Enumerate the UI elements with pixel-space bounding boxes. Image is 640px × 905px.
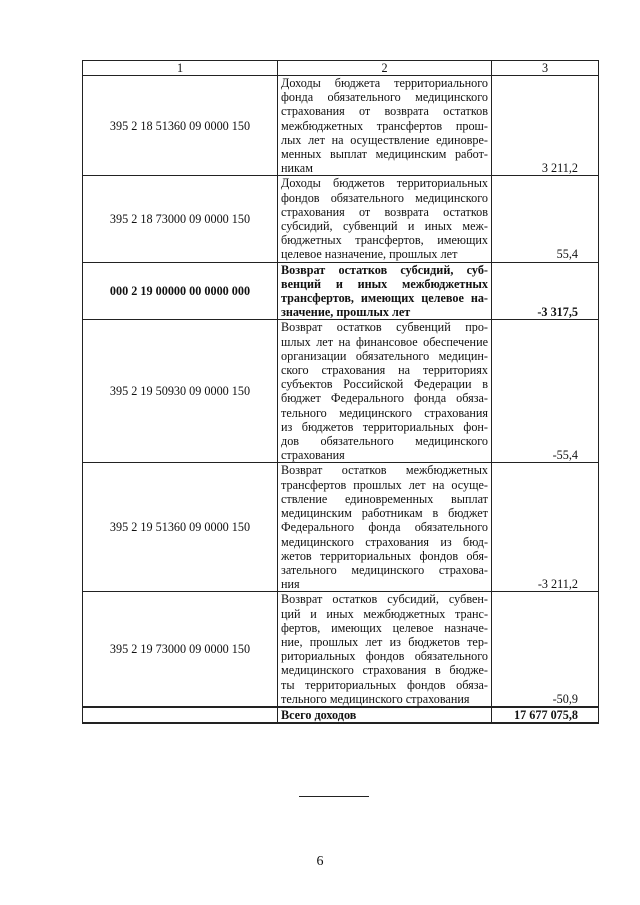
- description-line: субъектов Российской Федерации в: [281, 377, 488, 392]
- column-header-description: 2: [278, 61, 492, 76]
- revenue-description: [278, 320, 492, 463]
- column-header-amount: 3: [492, 61, 599, 76]
- description-line: тельного медицинского страхования: [281, 405, 488, 420]
- amount-value: -50,9: [492, 592, 599, 707]
- description-line: Возврат остатков субсидий, субвен-: [281, 592, 488, 607]
- description-line: бюджет Федерального фонда обяза-: [281, 391, 488, 406]
- description-line: медицинским работникам в бюджет: [281, 506, 488, 521]
- table-row: [83, 463, 599, 592]
- description-line: трансфертов прошлых лет на осуще-: [281, 477, 488, 492]
- description-line: Возврат остатков межбюджетных: [281, 463, 488, 478]
- table-row: [83, 592, 599, 707]
- description-line: значение, прошлых лет: [281, 305, 411, 320]
- description-line: жетов территориальных фондов обя-: [281, 548, 488, 563]
- description-line: фондов обязательного медицинского: [281, 190, 488, 205]
- description-line: лых лет на осуществление единовре-: [281, 132, 488, 147]
- revenue-description: [278, 262, 492, 320]
- budget-code: 395 2 19 50930 09 0000 150: [83, 320, 278, 463]
- description-line: ций и иных межбюджетных транс-: [281, 606, 488, 621]
- description-line: страхования: [281, 448, 345, 463]
- budget-code: 395 2 19 51360 09 0000 150: [83, 463, 278, 592]
- budget-code: 395 2 18 73000 09 0000 150: [83, 176, 278, 262]
- description-line: страхования от возврата остатков: [281, 204, 488, 219]
- description-line: тельного медицинского страхования: [281, 691, 470, 706]
- amount-value: -3 317,5: [492, 262, 599, 320]
- description-line: никам: [281, 161, 313, 176]
- description-line: зательного медицинского страхова-: [281, 562, 488, 577]
- revenue-description: [278, 463, 492, 592]
- amount-value: -3 211,2: [492, 463, 599, 592]
- description-line: ние, прошлых лет из бюджетов тер-: [281, 634, 488, 649]
- description-line: Возврат остатков субвенций про-: [281, 320, 488, 335]
- description-line: целевое назначение, прошлых лет: [281, 247, 458, 262]
- table-row: [83, 76, 599, 176]
- total-code-cell: [83, 707, 278, 723]
- revenue-description: [278, 76, 492, 176]
- description-line: страхования от возврата остатков: [281, 104, 488, 119]
- description-line: Возврат остатков субсидий, суб-: [281, 262, 488, 277]
- revenue-table: [82, 60, 599, 724]
- amount-value: 3 211,2: [492, 76, 599, 176]
- description-line: шлых лет на финансовое обеспечение: [281, 334, 488, 349]
- column-header-code: 1: [83, 61, 278, 76]
- page-number: 6: [316, 854, 324, 869]
- separator-line: [299, 796, 369, 797]
- description-line: фонда обязательного медицинского: [281, 90, 488, 105]
- amount-value: -55,4: [492, 320, 599, 463]
- description-line: межбюджетных трансфертов прош-: [281, 118, 488, 133]
- amount-value: 55,4: [492, 176, 599, 262]
- description-line: из бюджетов территориальных фон-: [281, 419, 488, 434]
- description-line: Доходы бюджета территориального: [281, 76, 488, 90]
- budget-code: 395 2 19 73000 09 0000 150: [83, 592, 278, 707]
- description-line: медицинского страхования из бюд-: [281, 534, 488, 549]
- table-row: [83, 320, 599, 463]
- description-line: ствление единовременных выплат: [281, 491, 488, 506]
- table-header-row: [83, 61, 599, 76]
- description-line: ния: [281, 577, 300, 592]
- budget-code: 395 2 18 51360 09 0000 150: [83, 76, 278, 176]
- total-label: Всего доходов: [278, 707, 492, 723]
- description-line: фертов, имеющих целевое назначе-: [281, 620, 488, 635]
- description-line: риториальных фондов обязательного: [281, 649, 488, 664]
- table-row: [83, 262, 599, 320]
- description-line: венций и иных межбюджетных: [281, 276, 488, 291]
- description-line: бюджетных трансфертов, имеющих: [281, 233, 488, 248]
- revenue-description: [278, 592, 492, 707]
- description-line: Федерального фонда обязательного: [281, 520, 488, 535]
- description-line: ты территориальных фондов обяза-: [281, 677, 488, 692]
- revenue-description: [278, 176, 492, 262]
- description-line: ского страхования на территориях: [281, 363, 488, 378]
- description-line: Доходы бюджетов территориальных: [281, 176, 488, 191]
- total-amount: 17 677 075,8: [492, 707, 599, 723]
- description-line: дов обязательного медицинского: [281, 434, 488, 449]
- description-line: менных выплат медицинским работ-: [281, 147, 488, 162]
- description-line: организации обязательного медицин-: [281, 348, 488, 363]
- table-row: [83, 176, 599, 262]
- description-line: трансфертов, имеющих целевое на-: [281, 291, 488, 306]
- budget-code: 000 2 19 00000 00 0000 000: [83, 262, 278, 320]
- description-line: медицинского страхования в бюдже-: [281, 663, 488, 678]
- total-row: [83, 707, 599, 723]
- description-line: субсидий, субвенций и иных меж-: [281, 219, 488, 234]
